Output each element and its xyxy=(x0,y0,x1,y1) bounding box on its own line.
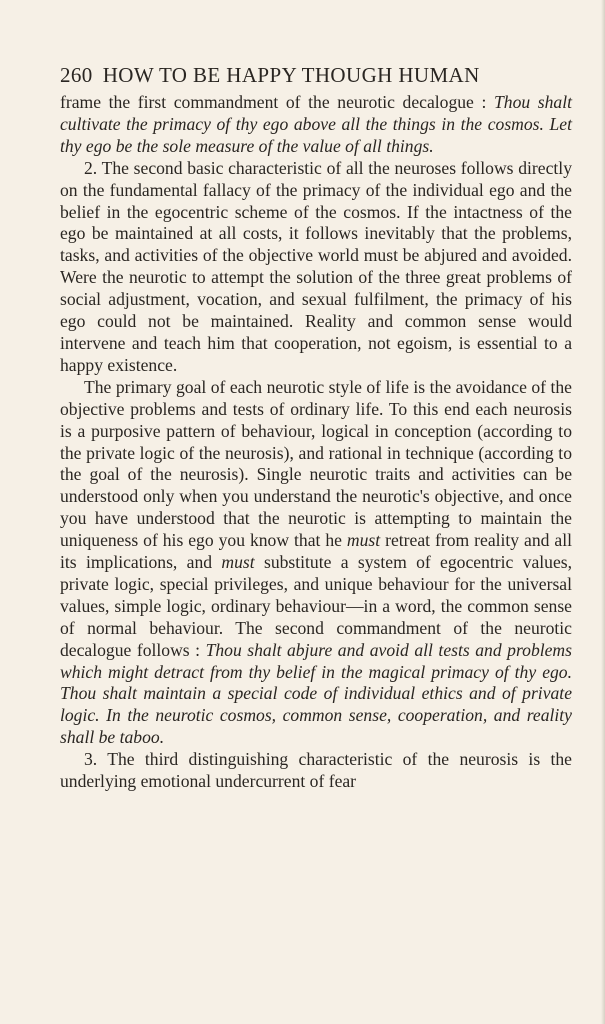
italic-segment: must xyxy=(221,552,255,573)
italic-segment: must xyxy=(346,530,381,551)
book-page xyxy=(60,62,572,793)
text-segment: retreat from reality and all its implications, and xyxy=(60,530,573,573)
paragraph xyxy=(60,158,572,377)
italic-segment: Thou shalt abjure and avoid all tests and problems which might detract from thy belief in the magical primacy of thy ego. Thou shalt maintain a special code of individual ethics and of private logic. In the neurotic cosmos, common sense, cooperation, and reality shall be taboo. xyxy=(60,639,572,748)
running-header xyxy=(60,62,572,92)
text-segment: The primary goal of each neurotic style of life is the avoidance of the objective problems and tests of ordinary life. To this end each neurosis is a purposive pattern of behaviour, logical in conception (according to the private logic of the neurosis), and rational in technique (according to the goal of the neurosis). Single neurotic traits and activities can be understood only when you understand the neurotic's objective, and once you have understood that the neurotic is attempting to maintain the uniqueness of his ego you know that he xyxy=(60,376,572,551)
italic-segment: Thou shalt cultivate the primacy of thy ego above all the things in the cosmos. Let thy ego be the sole measure of the value of all things. xyxy=(60,92,572,156)
text-segment: 2. The second basic characteristic of all the neuroses follows directly on the fundamental fallacy of the primacy of the individual ego and the belief in the egocentric scheme of the cosmos. If the intactness of the ego be maintained at all costs, it follows inevitably that the problems, tasks, and activities of the objective world must be abjured and avoided. Were the neurotic to attempt the solution of the three great problems of social adjustment, vocation, and sexual fulfilment, the primacy of his ego could not be maintained. Reality and common sense would intervene and teach him that cooperation, not egoism, is essential to a happy existence. xyxy=(60,157,572,375)
paragraph xyxy=(60,92,572,158)
paragraph xyxy=(60,749,572,793)
paragraph xyxy=(60,377,572,749)
text-segment: 3. The third distinguishing characteristic of the neurosis is the underlying emotional undercurrent of fear xyxy=(60,749,572,792)
body-text xyxy=(60,92,572,793)
running-title: HOW TO BE HAPPY THOUGH HUMAN xyxy=(102,63,480,87)
text-segment: frame the first commandment of the neurotic decalogue : xyxy=(60,92,494,112)
text-segment: substitute a system of egocentric values, private logic, special privileges, and unique behaviour for the universal values, simple logic, ordinary behaviour—in a word, the common sense of normal behaviour. The second commandment of the neurotic decalogue follows : xyxy=(60,552,572,660)
page-edge-shadow xyxy=(601,0,605,1024)
page-number: 260 xyxy=(60,63,93,87)
